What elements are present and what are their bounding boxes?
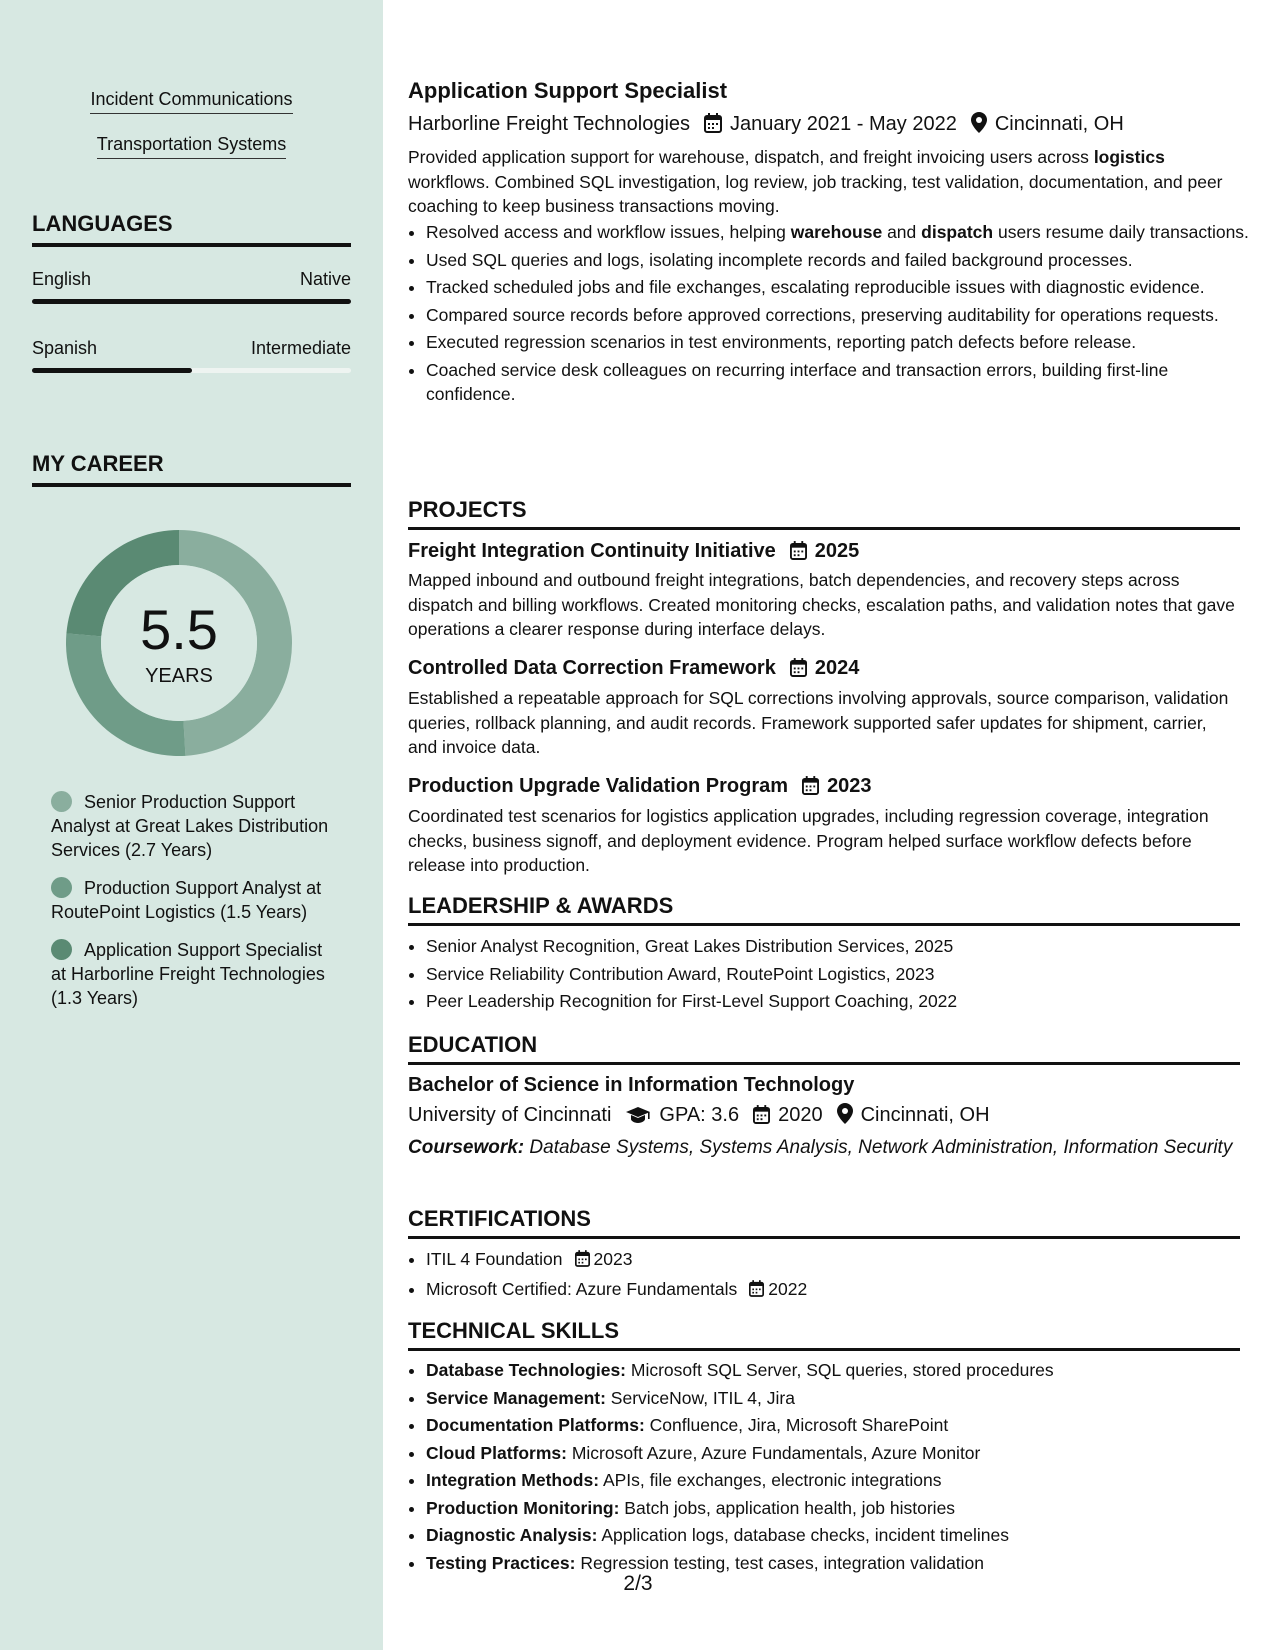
- skill-tag: [0, 133, 383, 159]
- coursework-list: Database Systems, Systems Analysis, Network Administration, Information Security: [524, 1137, 1233, 1158]
- skill-item: [426, 1496, 1258, 1521]
- bullet-keyword: dispatch: [921, 222, 994, 242]
- job-bullet: • Executed regression scenarios in test environments, reporting patch defects before release.: [426, 330, 1258, 355]
- job-bullet: • Compared source records before approved corrections, preserving auditability for operations requests.: [426, 303, 1258, 328]
- calendar-icon: [753, 1104, 770, 1132]
- career-legend-item: [51, 876, 331, 924]
- award-item: • Service Reliability Contribution Award, RoutePoint Logistics, 2023: [426, 962, 1258, 987]
- skill-item: [426, 1413, 1258, 1438]
- bullet-text: users resume daily transactions.: [993, 222, 1249, 242]
- job-bullets: [408, 220, 1258, 410]
- language-row: [32, 268, 351, 290]
- skill-values: ServiceNow, ITIL 4, Jira: [605, 1387, 795, 1408]
- education-meta: [408, 1101, 1240, 1132]
- skill-tag-label: Incident Communications: [90, 88, 292, 114]
- skill-item: [426, 1523, 1258, 1548]
- school-location: Cincinnati, OH: [860, 1104, 990, 1126]
- project-name: Production Upgrade Validation Program: [408, 775, 789, 797]
- skill-item: [426, 1441, 1258, 1466]
- certification-name: ITIL 4 Foundation: [426, 1249, 563, 1269]
- career-heading: MY CAREER: [32, 451, 351, 487]
- skill-values: APIs, file exchanges, electronic integrations: [599, 1470, 942, 1490]
- job-location: Cincinnati, OH: [994, 113, 1124, 135]
- skill-values: Microsoft SQL Server, SQL queries, stored procedures: [626, 1360, 1054, 1380]
- language-level: Native: [299, 269, 351, 289]
- job-meta: [408, 111, 1124, 140]
- award-item: • Senior Analyst Recognition, Great Lakes Distribution Services, 2025: [426, 934, 1258, 959]
- skill-item: [426, 1386, 1258, 1411]
- language-level: Intermediate: [250, 338, 351, 358]
- certification-name: Microsoft Certified: Azure Fundamentals: [426, 1278, 738, 1299]
- language-proficiency-fill: [32, 368, 192, 373]
- skill-category: Testing Practices:: [426, 1552, 576, 1573]
- career-legend-text: Application Support Specialist at Harborline Freight Technologies (1.3 Years): [51, 940, 325, 1008]
- job-bullet: • Coached service desk colleagues on recurring interface and transaction errors, building first-line confidence.: [426, 358, 1258, 407]
- career-legend-text: Senior Production Support Analyst at Great Lakes Distribution Services (2.7 Years): [51, 792, 329, 860]
- skill-category: Cloud Platforms:: [426, 1442, 567, 1463]
- project-title: [408, 656, 859, 683]
- skill-category: Diagnostic Analysis:: [426, 1525, 598, 1545]
- skill-tag: [0, 88, 383, 114]
- calendar-icon: [575, 1249, 590, 1274]
- language-row: [32, 337, 351, 359]
- calendar-icon: [704, 113, 722, 140]
- page-number: 2/3: [623, 1572, 653, 1595]
- job-summary: [408, 145, 1240, 219]
- legend-dot-icon: [51, 939, 72, 960]
- graduation-cap-icon: [625, 1104, 651, 1132]
- skill-item: [426, 1468, 1258, 1493]
- career-legend-item: [51, 938, 331, 1010]
- calendar-icon: [790, 658, 807, 683]
- coursework-label: Coursework:: [408, 1137, 525, 1158]
- map-pin-icon: [837, 1103, 853, 1132]
- leadership-list: [408, 934, 1258, 1017]
- bullet-keyword: warehouse: [790, 222, 883, 242]
- job-dates: January 2021 - May 2022: [730, 113, 957, 135]
- certifications-list: [408, 1247, 1258, 1306]
- legend-dot-icon: [51, 791, 72, 812]
- career-years-label: YEARS: [145, 665, 213, 687]
- skill-values: Confluence, Jira, Microsoft SharePoint: [644, 1415, 949, 1435]
- job-bullet: • Tracked scheduled jobs and file exchanges, escalating reproducible issues with diagnostic evidence.: [426, 275, 1258, 300]
- skill-values: Batch jobs, application health, job histories: [619, 1497, 956, 1518]
- project-year: 2025: [814, 540, 860, 562]
- project-description: Coordinated test scenarios for logistics application upgrades, including regression coverage, integration checks, business signoff, and deployment evidence. Program helped surface workflow defects before release into production.: [408, 806, 1209, 875]
- language-proficiency-fill: [32, 299, 351, 304]
- gpa: GPA: 3.6: [659, 1104, 740, 1126]
- skills-heading: TECHNICAL SKILLS: [408, 1318, 1240, 1351]
- language-proficiency-bar: [32, 368, 351, 373]
- job-bullet: [426, 220, 1258, 245]
- education-entry: [408, 1073, 1240, 1160]
- certification-year: 2023: [593, 1249, 633, 1269]
- project-name: Controlled Data Correction Framework: [408, 657, 776, 679]
- skills-list: [408, 1358, 1258, 1578]
- project-name: Freight Integration Continuity Initiative: [408, 540, 776, 562]
- projects-heading: PROJECTS: [408, 497, 1240, 530]
- career-legend: [51, 790, 331, 1024]
- languages-heading: LANGUAGES: [32, 211, 351, 247]
- leadership-heading: LEADERSHIP & AWARDS: [408, 893, 1240, 926]
- language-name: English: [32, 269, 92, 289]
- skill-category: Service Management:: [426, 1387, 606, 1408]
- summary-text: workflows. Combined SQL investigation, log review, job tracking, test validation, documentation, and peer coaching to keep business transactions moving.: [408, 171, 1223, 216]
- skill-category: Documentation Platforms:: [426, 1415, 645, 1435]
- skill-category: Database Technologies:: [426, 1360, 627, 1380]
- job-title: Application Support Specialist: [408, 78, 728, 103]
- skill-category: Integration Methods:: [426, 1470, 600, 1490]
- career-years-value: 5.5: [140, 598, 218, 661]
- calendar-icon: [802, 776, 819, 801]
- sidebar: [0, 0, 383, 1650]
- skill-category: Production Monitoring:: [426, 1497, 620, 1518]
- company-name: Harborline Freight Technologies: [408, 113, 691, 135]
- language-proficiency-bar: [32, 299, 351, 304]
- project-title: [408, 774, 872, 801]
- career-legend-text: Production Support Analyst at RoutePoint Logistics (1.5 Years): [51, 878, 322, 922]
- bullet-text: Resolved access and workflow issues, helping: [426, 222, 791, 242]
- degree-title: Bachelor of Science in Information Technology: [408, 1074, 855, 1096]
- skill-values: Microsoft Azure, Azure Fundamentals, Azure Monitor: [566, 1442, 981, 1463]
- certification-item: [426, 1247, 1258, 1274]
- school-name: University of Cincinnati: [408, 1104, 612, 1126]
- project-year: 2023: [827, 775, 872, 797]
- calendar-icon: [790, 541, 807, 566]
- skill-tag-label: Transportation Systems: [97, 133, 286, 159]
- calendar-icon: [749, 1279, 764, 1304]
- job-bullet: • Used SQL queries and logs, isolating incomplete records and failed background processes.: [426, 248, 1258, 273]
- certifications-heading: CERTIFICATIONS: [408, 1206, 1240, 1239]
- skill-item: [426, 1358, 1258, 1383]
- legend-dot-icon: [51, 877, 72, 898]
- certification-year: 2022: [768, 1278, 808, 1299]
- project-description: Established a repeatable approach for SQL corrections involving approvals, source comparison, validation queries, rollback planning, and audit records. Framework supported safer updates for shipment, carrier, and invoice data.: [408, 688, 1229, 757]
- career-legend-item: [51, 790, 331, 862]
- map-pin-icon: [971, 112, 987, 140]
- summary-text: Provided application support for warehouse, dispatch, and freight invoicing users across: [408, 147, 1094, 167]
- project-year: 2024: [814, 657, 860, 679]
- project-title: [408, 539, 859, 566]
- education-heading: EDUCATION: [408, 1032, 1240, 1065]
- coursework: [408, 1136, 1240, 1160]
- summary-keyword: logistics: [1093, 147, 1165, 167]
- bullet-text: and: [882, 222, 922, 242]
- certification-item: [426, 1277, 1258, 1304]
- project-description: Mapped inbound and outbound freight integrations, batch dependencies, and recovery steps across dispatch and billing workflows. Created monitoring checks, escalation paths, and validation notes that gave operations a clearer response during interface delays.: [408, 570, 1235, 639]
- language-name: Spanish: [32, 338, 98, 358]
- award-item: • Peer Leadership Recognition for First-Level Support Coaching, 2022: [426, 989, 1258, 1014]
- graduation-year: 2020: [778, 1104, 823, 1126]
- skill-values: Regression testing, test cases, integration validation: [575, 1552, 985, 1573]
- skill-values: Application logs, database checks, incident timelines: [597, 1525, 1009, 1545]
